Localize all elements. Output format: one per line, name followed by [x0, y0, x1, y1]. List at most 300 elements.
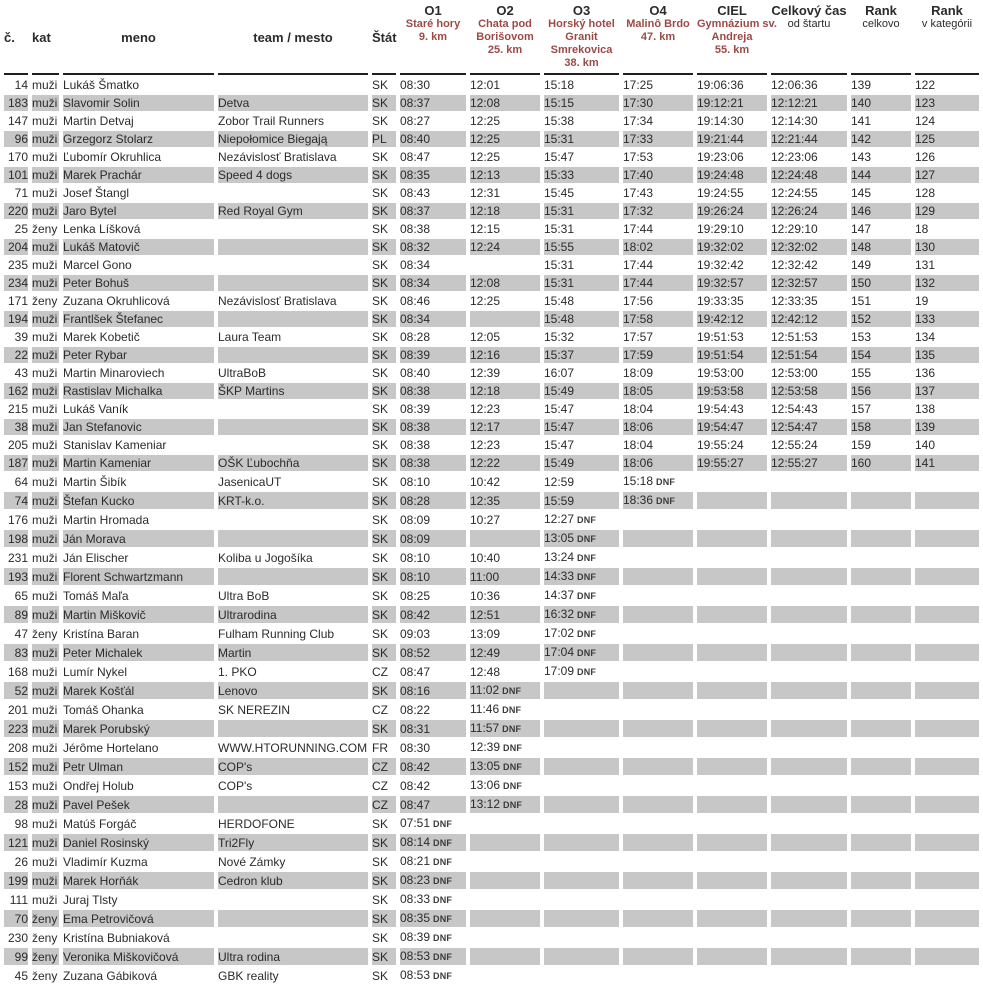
cell-o2 [470, 796, 540, 813]
column-sublabel: od štartu [787, 18, 831, 30]
cell-rank-category [915, 910, 979, 927]
cell-meno: Pavel Pešek [63, 796, 214, 813]
dnf-flag: DNF [503, 743, 523, 753]
cell-rank-overall [851, 701, 911, 718]
cell-ciel [697, 720, 767, 737]
cell-no: 231 [7, 550, 28, 565]
cell-o4 [623, 929, 693, 946]
cell-o3 [544, 853, 619, 870]
split-time: 13:05 [470, 759, 501, 773]
cell-total-time: 12:14:30 [771, 114, 818, 128]
cell-team: ŠKP Martins [218, 383, 368, 399]
cell-rank-category [915, 701, 979, 718]
cell-rank-overall [851, 644, 911, 661]
cell-no: 198 [4, 530, 28, 547]
dnf-flag: DNF [503, 781, 523, 791]
cell-team [218, 720, 368, 737]
cell-rank-category [915, 682, 979, 699]
cell-o2: 12:01 [470, 78, 501, 92]
cell-rank-category: 137 [915, 383, 979, 399]
cell-o3 [544, 967, 619, 984]
table-row [4, 455, 979, 471]
dnf-flag: DNF [577, 629, 597, 639]
table-row [4, 203, 979, 219]
table-row [4, 853, 979, 870]
cell-o3 [544, 777, 619, 794]
cell-kat: muži [32, 438, 58, 452]
cell-no: 199 [4, 872, 28, 889]
cell-rank-category: 139 [915, 419, 979, 435]
cell-ciel: 19:55:24 [697, 438, 744, 452]
cell-rank-category: 125 [915, 131, 979, 147]
cell-rank-category: 131 [915, 258, 936, 272]
cell-o3 [544, 758, 619, 775]
cell-rank-category [915, 948, 979, 965]
cell-meno: Jan Stefanovic [63, 419, 214, 435]
cell-rank-overall: 157 [851, 402, 872, 416]
cell-no: 98 [14, 816, 28, 831]
split-time: 16:32 [544, 607, 575, 621]
cell-o2 [470, 815, 540, 832]
cell-o4 [623, 948, 693, 965]
cell-no: 45 [14, 968, 28, 983]
dnf-flag: DNF [503, 800, 523, 810]
cell-rank-category [915, 758, 979, 775]
cell-o2: 12:25 [470, 131, 540, 147]
cell-meno: Martin Hromada [63, 512, 150, 527]
cell-stat: SK [372, 383, 396, 399]
column-label: Celkový čas [771, 3, 847, 18]
cell-rank-overall [851, 682, 911, 699]
dnf-flag: DNF [577, 553, 597, 563]
table-row [4, 644, 979, 661]
cell-kat: muži [32, 348, 58, 362]
cell-stat: SK [372, 550, 389, 565]
cell-rank-category: 126 [915, 150, 936, 164]
dnf-flag: DNF [433, 876, 453, 886]
cell-rank-overall: 150 [851, 275, 911, 291]
cell-o4: 17:40 [623, 167, 693, 183]
cell-no: 187 [4, 455, 28, 471]
cell-o4: 18:04 [623, 438, 654, 452]
cell-stat: SK [372, 834, 396, 851]
column-sublabel: Granit [565, 31, 598, 43]
cell-rank-category [915, 644, 979, 661]
column-label: O1 [424, 3, 442, 18]
cell-stat: SK [372, 311, 396, 327]
cell-total-time [771, 606, 847, 623]
cell-no: 201 [7, 702, 28, 717]
table-row [4, 437, 979, 453]
cell-no: 193 [4, 568, 28, 585]
cell-kat: muži [32, 186, 58, 200]
cell-rank-overall [851, 663, 911, 680]
cell-meno: Ján Morava [63, 530, 214, 547]
cell-rank-overall [851, 834, 911, 851]
cell-meno: Petr Ulman [63, 758, 214, 775]
cell-rank-overall [851, 568, 911, 585]
cell-no: 223 [4, 720, 28, 737]
cell-rank-category: 122 [915, 78, 936, 92]
cell-rank-category: 141 [915, 455, 979, 471]
split-time: 12:27 [544, 512, 575, 526]
cell-o1: 08:46 [400, 294, 431, 308]
cell-o2 [470, 891, 540, 908]
cell-total-time: 12:32:57 [771, 275, 847, 291]
cell-no: 52 [4, 682, 28, 699]
cell-team: OŠK Ľubochňa [218, 455, 368, 471]
column-header-rank-overall [851, 2, 911, 75]
cell-ciel [697, 663, 767, 680]
cell-no: 28 [4, 796, 28, 813]
cell-o3: 12:59 [544, 474, 575, 489]
cell-o4 [623, 891, 693, 908]
cell-o1: 08:40 [400, 131, 466, 147]
cell-rank-category: 134 [915, 330, 936, 344]
dnf-flag: DNF [577, 610, 597, 620]
table-row [4, 383, 979, 399]
cell-ciel: 19:32:57 [697, 275, 767, 291]
cell-o1: 08:16 [400, 682, 466, 699]
cell-no: 183 [4, 95, 28, 111]
cell-o3 [544, 625, 619, 642]
cell-rank-overall: 158 [851, 419, 911, 435]
cell-o4: 17:43 [623, 186, 654, 200]
cell-meno: Peter Bohuš [63, 275, 214, 291]
cell-team: 1. PKO [218, 664, 257, 679]
cell-o4 [623, 625, 693, 642]
table-row [4, 239, 979, 255]
cell-kat: muži [32, 240, 58, 254]
cell-o2 [470, 530, 540, 547]
column-sublabel: 9. km [418, 31, 448, 43]
cell-rank-category: 132 [915, 275, 979, 291]
cell-rank-category: 129 [915, 203, 979, 219]
cell-rank-category [915, 891, 979, 908]
cell-o2: 12:18 [470, 383, 540, 399]
cell-ciel [697, 796, 767, 813]
cell-total-time [771, 644, 847, 661]
table-row [4, 293, 979, 309]
cell-rank-overall: 156 [851, 383, 911, 399]
cell-team [218, 419, 368, 435]
cell-o4: 17:57 [623, 330, 654, 344]
cell-kat: muži [32, 493, 58, 508]
split-time: 11:46 [470, 702, 500, 716]
cell-team [218, 221, 368, 237]
cell-rank-category [915, 530, 979, 547]
cell-o1: 08:28 [400, 492, 466, 509]
dnf-flag: DNF [577, 515, 597, 525]
cell-no: 204 [4, 239, 28, 255]
cell-o3: 15:32 [544, 330, 575, 344]
split-time: 17:09 [544, 664, 575, 678]
cell-team: KRT-k.o. [218, 492, 368, 509]
split-time: 08:53 [400, 968, 431, 982]
cell-kat: muži [32, 512, 58, 527]
cell-stat: SK [372, 366, 389, 380]
cell-rank-overall: 149 [851, 258, 872, 272]
cell-kat: muži [32, 204, 58, 218]
cell-o1 [400, 872, 466, 889]
column-header-ciel [697, 2, 777, 75]
cell-total-time [771, 739, 847, 756]
table-row [4, 419, 979, 435]
cell-total-time [771, 891, 847, 908]
dnf-flag: DNF [577, 534, 597, 544]
cell-ciel: 19:42:12 [697, 311, 767, 327]
cell-meno: Marek Horňák [63, 872, 214, 889]
cell-meno: Frantlšek Štefanec [63, 311, 214, 327]
cell-stat: SK [372, 644, 396, 661]
cell-o1: 08:38 [400, 455, 466, 471]
cell-o1: 08:10 [400, 474, 431, 489]
cell-o2: 12:25 [470, 150, 501, 164]
cell-kat: muži [32, 150, 58, 164]
cell-team [218, 568, 368, 585]
cell-total-time [771, 853, 847, 870]
cell-rank-category [915, 720, 979, 737]
cell-o2: 12:17 [470, 419, 540, 435]
cell-team: Detva [218, 95, 368, 111]
column-header-team [218, 2, 368, 75]
cell-o3 [544, 549, 619, 566]
cell-total-time [771, 834, 847, 851]
cell-o4 [623, 796, 693, 813]
cell-o3 [544, 701, 619, 718]
cell-ciel: 19:06:36 [697, 78, 744, 92]
split-time: 11:02 [470, 683, 500, 697]
cell-no: 99 [4, 948, 28, 965]
cell-o1: 08:34 [400, 258, 431, 272]
cell-kat: muži [32, 258, 58, 272]
cell-team: Nezávislosť Bratislava [218, 150, 337, 164]
cell-ciel: 19:54:43 [697, 402, 744, 416]
table-row [4, 834, 979, 851]
cell-rank-category [915, 492, 979, 509]
cell-o1: 08:10 [400, 568, 466, 585]
cell-o1: 08:39 [400, 402, 431, 416]
cell-team [218, 347, 368, 363]
cell-stat: SK [372, 167, 396, 183]
cell-team [218, 929, 368, 946]
cell-o2 [470, 872, 540, 889]
cell-stat: SK [372, 330, 389, 344]
cell-kat: muži [32, 132, 58, 146]
cell-o4: 18:04 [623, 402, 654, 416]
cell-o1: 08:47 [400, 664, 431, 679]
cell-meno: Kristína Baran [63, 626, 140, 641]
dnf-flag: DNF [433, 857, 453, 867]
column-header-total-time [771, 2, 847, 75]
table-row [4, 701, 979, 718]
cell-ciel [697, 777, 767, 794]
cell-ciel: 19:21:44 [697, 131, 767, 147]
cell-meno: Ondřej Holub [63, 778, 134, 793]
cell-total-time: 12:33:35 [771, 294, 818, 308]
cell-o1 [400, 815, 466, 832]
cell-o1: 08:09 [400, 530, 466, 547]
cell-kat: muži [32, 531, 58, 546]
cell-o4 [623, 549, 693, 566]
cell-rank-overall: 155 [851, 366, 872, 380]
cell-kat: ženy [32, 911, 58, 926]
cell-kat: muži [32, 456, 58, 470]
cell-stat: SK [372, 930, 389, 945]
cell-o2 [470, 910, 540, 927]
cell-rank-category [915, 834, 979, 851]
cell-team: Zobor Trail Runners [218, 114, 325, 128]
cell-rank-category: 123 [915, 95, 979, 111]
cell-o1: 08:37 [400, 203, 466, 219]
cell-o2 [470, 701, 540, 718]
cell-meno: Jérôme Hortelano [63, 740, 159, 755]
column-header-o3 [544, 2, 619, 75]
cell-no: 168 [7, 664, 28, 679]
cell-ciel [697, 492, 767, 509]
cell-o4: 17:56 [623, 294, 654, 308]
cell-rank-overall: 152 [851, 311, 911, 327]
table-row [4, 492, 979, 509]
cell-o1: 08:42 [400, 778, 431, 793]
cell-rank-category: 18 [915, 222, 929, 236]
column-sublabel: Andreja [711, 31, 753, 43]
cell-meno: Martin Šibík [63, 474, 127, 489]
cell-kat: muži [32, 384, 58, 398]
cell-o4 [623, 568, 693, 585]
cell-o4: 17:34 [623, 114, 654, 128]
cell-team: Koliba u Jogošíka [218, 550, 313, 565]
dnf-flag: DNF [577, 572, 597, 582]
cell-o1: 09:03 [400, 626, 431, 641]
column-header-no [4, 2, 28, 75]
cell-rank-category: 133 [915, 311, 979, 327]
split-time: 08:21 [400, 854, 431, 868]
cell-o4 [623, 910, 693, 927]
cell-o4 [623, 473, 693, 490]
cell-rank-overall [851, 587, 911, 604]
cell-kat: ženy [32, 949, 58, 964]
cell-o2 [470, 682, 540, 699]
cell-o4 [623, 587, 693, 604]
column-sublabel: 25. km [487, 44, 523, 56]
table-row [4, 796, 979, 813]
cell-rank-category [915, 872, 979, 889]
cell-o1: 08:37 [400, 95, 466, 111]
cell-o1: 08:52 [400, 644, 466, 661]
dnf-flag: DNF [577, 667, 597, 677]
cell-stat: SK [372, 588, 389, 603]
cell-rank-overall [851, 530, 911, 547]
cell-no: 89 [4, 606, 28, 623]
cell-o2: 10:27 [470, 512, 501, 527]
cell-o2: 12:23 [470, 438, 501, 452]
table-row [4, 473, 979, 490]
cell-o1: 08:42 [400, 758, 466, 775]
table-row [4, 257, 979, 273]
cell-ciel: 19:53:00 [697, 366, 744, 380]
cell-meno: Slavomir Solin [63, 95, 214, 111]
table-row [4, 948, 979, 965]
cell-kat: muži [32, 645, 58, 660]
cell-kat: muži [32, 78, 58, 92]
cell-kat: muži [32, 683, 58, 698]
cell-o3 [544, 834, 619, 851]
cell-total-time: 12:21:44 [771, 131, 847, 147]
cell-meno: Marcel Gono [63, 258, 132, 272]
cell-meno: Veronika Miškovičová [63, 948, 214, 965]
table-row [4, 511, 979, 528]
cell-total-time: 12:51:53 [771, 330, 818, 344]
column-header-o4 [623, 2, 693, 75]
cell-stat: SK [372, 438, 389, 452]
cell-o2 [470, 758, 540, 775]
cell-total-time [771, 549, 847, 566]
cell-rank-overall [851, 853, 911, 870]
cell-rank-category [915, 587, 979, 604]
cell-team: GBK reality [218, 968, 279, 983]
cell-ciel [697, 910, 767, 927]
cell-o2: 12:25 [470, 294, 501, 308]
cell-total-time: 12:26:24 [771, 203, 847, 219]
cell-o1: 08:30 [400, 740, 431, 755]
cell-o1: 08:32 [400, 239, 466, 255]
cell-rank-category: 136 [915, 366, 936, 380]
cell-stat: SK [372, 720, 396, 737]
cell-total-time: 12:23:06 [771, 150, 818, 164]
cell-total-time: 12:32:42 [771, 258, 818, 272]
dnf-flag: DNF [577, 648, 597, 658]
cell-stat: CZ [372, 664, 388, 679]
table-row [4, 872, 979, 889]
cell-meno: Zuzana Gábiková [63, 968, 158, 983]
cell-meno: Stanislav Kameniar [63, 438, 167, 452]
cell-meno: Peter Rybar [63, 347, 214, 363]
cell-no: 47 [14, 626, 28, 641]
dnf-flag: DNF [502, 705, 522, 715]
cell-ciel [697, 568, 767, 585]
cell-stat: SK [372, 186, 389, 200]
cell-o3: 15:31 [544, 131, 619, 147]
cell-rank-overall [851, 720, 911, 737]
cell-kat: muži [32, 854, 58, 869]
cell-meno: Marek Košťál [63, 682, 214, 699]
cell-meno: Martin Detvaj [63, 114, 134, 128]
cell-o4 [623, 853, 693, 870]
cell-meno: Josef Štangl [63, 186, 130, 200]
cell-ciel [697, 606, 767, 623]
cell-o1: 08:35 [400, 167, 466, 183]
cell-rank-overall [851, 492, 911, 509]
cell-rank-overall: 148 [851, 239, 911, 255]
cell-meno: Zuzana Okruhlicová [63, 294, 170, 308]
cell-o3 [544, 511, 619, 528]
split-time: 14:33 [544, 569, 575, 583]
cell-o4: 18:02 [623, 239, 693, 255]
dnf-flag: DNF [656, 477, 676, 487]
cell-meno: Florent Schwartzmann [63, 568, 214, 585]
cell-o4: 18:06 [623, 419, 693, 435]
cell-o3 [544, 910, 619, 927]
cell-o4: 17:53 [623, 150, 654, 164]
cell-o4: 17:32 [623, 203, 693, 219]
cell-no: 171 [7, 294, 28, 308]
cell-team [218, 401, 368, 417]
split-time: 17:04 [544, 645, 575, 659]
cell-no: 111 [9, 892, 28, 907]
cell-team [218, 891, 368, 908]
cell-team [218, 257, 368, 273]
